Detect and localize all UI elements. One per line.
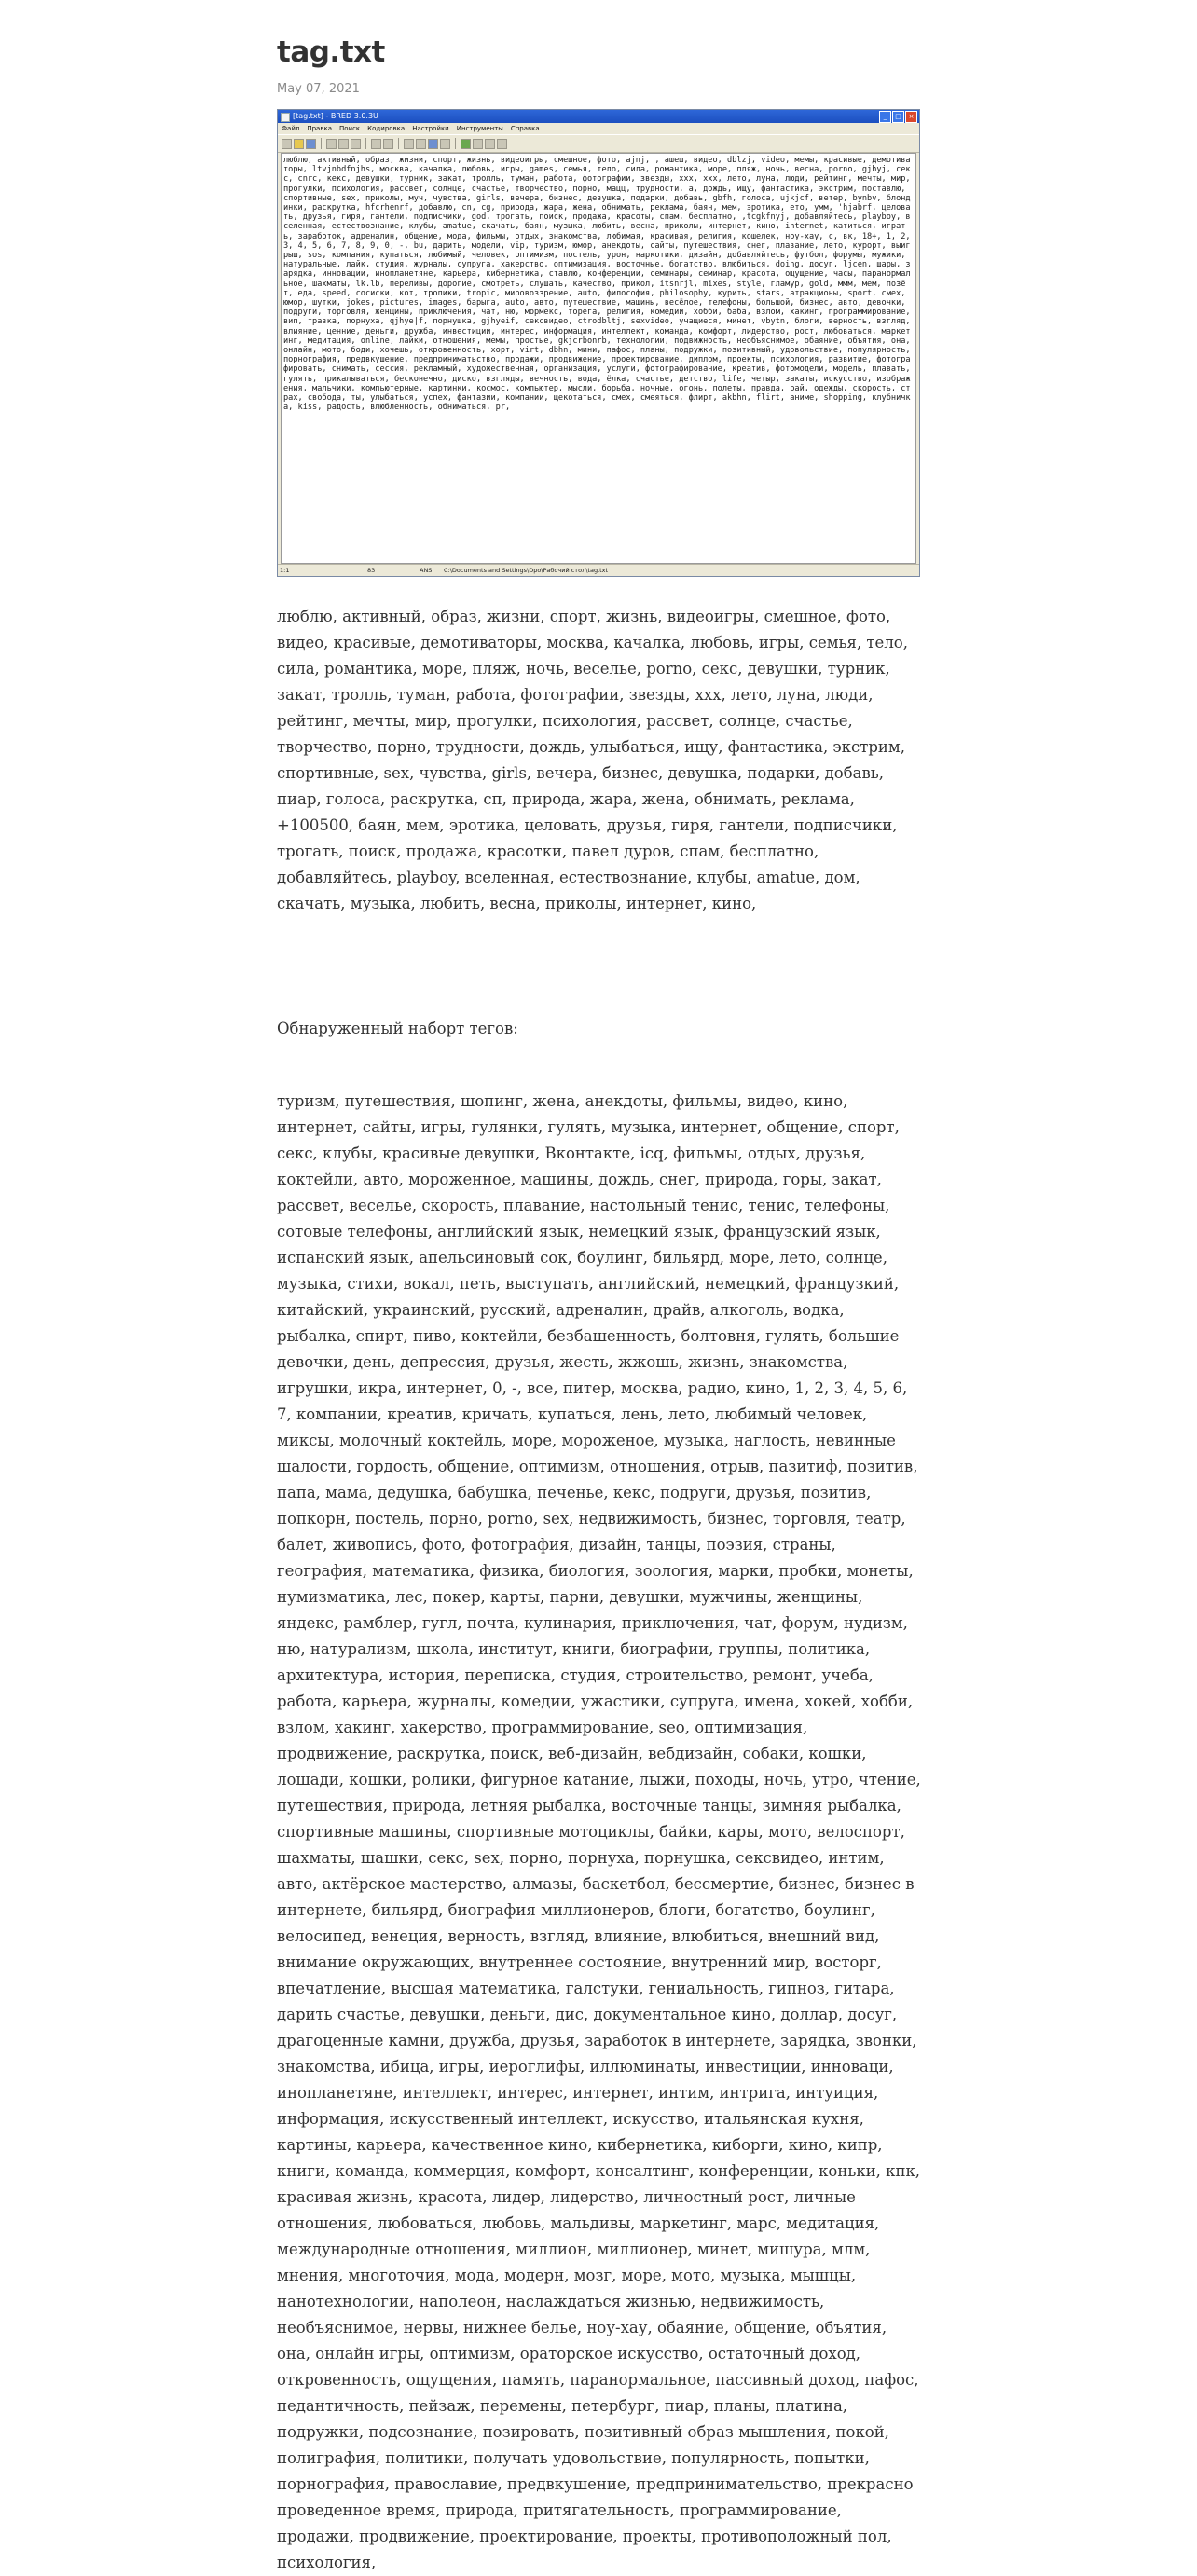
new-file-icon	[282, 139, 292, 149]
screenshot-menu-item: Инструменты	[456, 125, 503, 132]
paste-icon	[351, 139, 361, 149]
screenshot-editor	[281, 153, 916, 564]
save-icon	[306, 139, 316, 149]
replace-icon	[416, 139, 426, 149]
found-tags-heading: Обнаруженный наборт тегов:	[277, 1020, 518, 1037]
font-icon	[473, 139, 483, 149]
status-encoding: ANSI	[420, 567, 434, 574]
open-file-icon	[294, 139, 304, 149]
cut-icon	[326, 139, 337, 149]
screenshot-window-buttons	[879, 111, 917, 123]
print-icon	[440, 139, 450, 149]
redo-icon	[383, 139, 393, 149]
screenshot-menu-item: Поиск	[338, 125, 361, 132]
screenshot-menu-item: Файл	[282, 125, 300, 132]
toolbar-separator	[398, 138, 399, 149]
toolbar-separator	[365, 138, 366, 149]
screenshot-menu-item: Кодировка	[367, 125, 406, 132]
screenshot-menu-item: Настройки	[412, 125, 449, 132]
status-file-path: C:\Documents and Settings\Dpo\Рабочий стол\tag.txt	[444, 567, 609, 574]
maximize-icon: □	[892, 111, 904, 123]
toolbar-separator	[321, 138, 322, 149]
find-icon	[404, 139, 414, 149]
tags-paragraph: люблю, активный, образ, жизни, спорт, жизнь, видеоигры, смешное, фото, видео, красивые, демотиваторы, москва, качалка, любовь, игры, семья, тело, сила, романтика, море, пляж, ночь, веселье, porno, секс, девушки, турник, закат, тролль, туман, работа, фотографии, звезды, xxx, лето, луна, люди, рейтинг, мечты, мир, прогулки, психология, рассвет, солнце, счастье, творчество, порно, трудности, дождь, улыбаться, ищу, фантастика, экстрим, спортивные, sex, чувства, girls, вечера, бизнес, девушка, подарки, добавь, пиар, голоса, раскрутка, сп, природа, жара, жена, обнимать, реклама, +100500, баян, мем, эротика, целовать, друзья, гиря, гантели, подписчики, трогать, поиск, продажа, красотки, павел дуров, спам, бесплатно, добавляйтесь, playboy, вселенная, естествознание, клубы, amatue, дом, скачать, музыка, любить, весна, приколы, интернет, кино,	[277, 608, 908, 912]
screenshot-statusbar	[278, 564, 919, 576]
screenshot-toolbar	[278, 134, 919, 153]
settings-icon	[461, 139, 471, 149]
wrap-icon	[485, 139, 495, 149]
info-icon	[497, 139, 507, 149]
found-tags-paragraph: туризм, путешествия, шопинг, жена, анекдоты, фильмы, видео, кино, интернет, сайты, игры, гулянки, гулять, музыка, интернет, общение, спорт, секс, клубы, красивые девушки, Вконтакте, icq, фильмы, отдых, друзья, коктейли, авто, мороженное, машины, дождь, снег, природа, горы, закат, рассвет, веселье, скорость, плавание, настольный тенис, тенис, телефоны, сотовые телефоны, английский язык, немецкий язык, французский язык, испанский язык, апельсиновый сок, боулинг, бильярд, море, лето, солнце, музыка, стихи, вокал, петь, выступать, английский, немецкий, французкий, китайский, украинский, русский, адреналин, драйв, алкоголь, водка, рыбалка, спирт, пиво, коктейли, безбашенность, болтовня, гулять, большие девочки, день, депрессия, друзья, жесть, жжошь, жизнь, знакомства, игрушки, икра, интернет, 0, -, все, питер, москва, радио, кино, 1, 2, 3, 4, 5, 6, 7, компании, креатив, кричать, купаться, лень, лето, любимый человек, миксы, молочный коктейль, море, мороженое, музыка, наглость, невинные шалости, гордость, общение, оптимизм, отношения, отрыв, пазитиф, позитив, папа, мама, дедушка, бабушка, печенье, кекс, подруги, друзья, позитив, попкорн, постель, порно, porno, sex, недвижимость, бизнес, торговля, театр, балет, живопись, фото, фотография, дизайн, танцы, поэзия, страны, география, математика, физика, биология, зоология, марки, пробки, монеты, нумизматика, лес, покер, карты, парни, девушки, мужчины, женщины, яндекс, рамблер, гугл, почта, кулинария, приключения, чат, форум, нудизм, ню, натурализм, школа, институт, книги, биографии, группы, политика, архитектура, история, переписка, студия, строительство, ремонт, учеба, работа, карьера, журналы, комедии, ужастики, супруга, имена, хокей, хобби, взлом, хакинг, хакерство, программирование, seo, оптимизация, продвижение, раскрутка, поиск, веб-дизайн, вебдизайн, собаки, кошки, лошади, кошки, ролики, фигурное катание, лыжи, походы, ночь, утро, чтение, путешествия, природа, летняя рыбалка, восточные танцы, зимняя рыбалка, спортивные машины, спортивные мотоциклы, байки, кары, мото, велоспорт, шахматы, шашки, секс, sex, порно, порнуха, порнушка, сексвидео, интим, авто, актёрское мастерство, алмазы, баскетбол, бессмертие, бизнес, бизнес в интернете, бильярд, биография миллионеров, блоги, богатство, боулинг, велосипед, венеция, верность, взгляд, влияние, влюбиться, внешний вид, внимание окружающих, внутреннее состояние, внутренний мир, восторг, впечатление, высшая математика, галстуки, гениальность, гипноз, гитара, дарить счастье, девушки, деньги, дис, документальное кино, доллар, досуг, драгоценные камни, дружба, друзья, заработок в интернете, зарядка, звонки, знакомства, ибица, игры, иероглифы, иллюминаты, инвестиции, инноваци, инопланетяне, интеллект, интерес, интернет, интим, интрига, интуиция, информация, искусственный интеллект, искусство, итальянская кухня, картины, карьера, качественное кино, кибернетика, киборги, кино, кипр, книги, команда, коммерция, комфорт, консалтинг, конференции, коньки, кпк, красивая жизнь, красота, лидер, лидерство, личностный рост, личные отношения, любоваться, любовь, мальдивы, маркетинг, марс, медитация, международные отношения, миллион, миллионер, минет, мишура, млм, мнения, многоточия, мода, модерн, мозг, море, мото, музыка, мышцы, нанотехнологии, наполеон, наслаждаться жизнью, недвижимость, необъяснимое, нервы, нижнее белье, ноу-хау, обаяние, общение, объятия, она, онлайн игры, оптимизм, ораторское искусство, остаточный доход, откровенность, ощущения, память, паранормальное, пассивный доход, пафос, педантичность, пейзаж, перемены, петербург, пиар, планы, платина, подружки, подсознание, позировать, позитивный образ мышления, покой, полиграфия, политики, получать удовольствие, популярность, попытки, порнография, православие, предвкушение, предпринимательство, прекрасно проведенное время, природа, притягательность, программирование, продажи, продвижение, проектирование, проекты, противоположный пол, психология,	[277, 1092, 921, 2571]
screenshot-window-title: [tag.txt] - BRED 3.0.3U	[293, 112, 378, 120]
minimize-icon: _	[879, 111, 891, 123]
post-date: May 07, 2021	[277, 82, 360, 96]
toolbar-separator	[455, 138, 456, 149]
undo-icon	[371, 139, 381, 149]
notepad-screenshot	[277, 109, 920, 577]
status-position: 1:1	[280, 567, 290, 574]
screenshot-menu-item: Правка	[307, 125, 332, 132]
close-icon: ×	[905, 111, 917, 123]
status-count: 83	[367, 567, 376, 574]
notepad-icon	[281, 113, 290, 122]
screenshot-titlebar	[278, 110, 919, 123]
copy-icon	[338, 139, 349, 149]
zoom-icon	[428, 139, 438, 149]
screenshot-menu-item: Справка	[510, 125, 540, 132]
screenshot-menubar	[278, 123, 919, 134]
post-title: tag.txt	[277, 35, 385, 69]
screenshot-editor-text: люблю, активный, образ, жизни, спорт, жизнь, видеоигры, смешное, фото, ajnj, , ашеш, видео, dblzj, video, мемы, красивые, демотиваторы, ltvjnbdfnjhs, москва, качалка, любовь, игры, games, семья, тело, сила, романтика, море, пляж, ночь, весна, porno, gjhyj, секс, cnrc, кекс, девушки, турник, закат, тролль, туман, работа, фотографии, звезды, xxx, ххх, лето, луна, люди, рейтинг, мечты, мир, прогулки, психология, рассвет, солнце, счастье, творчество, порно, мацц, трудности, а, дождь, ищу, фантастика, экстрим, поставлю, спортивные, sex, приколы, муч, чувства, girls, вечера, бизнес, девушка, подарки, добавь, gbfh, голоса, ujkjcf, ветер, bynbv, блондинки, раскрутка, hfcrhenrf, добавлю, cn, cg, природа, жара, жена, обнимать, реклама, баян, мем, эротика, ето, умм, 'hjabrf, целовать, друзья, гиря, гантели, подписчики, god, трогать, поиск, продажа, красоты, спам, бесплатно, ,tcgkfnyj, добавляйтесь, playboy, вселенная, естествознание, клубы, amatue, скачать, баян, музыка, любить, весна, приколы, интернет, кино, internet, катиться, играть, заработок, адреналин, общение, мода, фильмы, отдых, знакомства, любимая, красивая, религия, кошелек, ноу-хау, с, вк, 18+, 1, 2, 3, 4, 5, 6, 7, 8, 9, 0, -, bu, дарить, модели, vip, туризм, юмор, анекдоты, сайты, путешествия, снег, плавание, лето, курорт, выигрыш, sos, компания, купаться, любимый, человек, оптимизм, постель, урон, наркотики, дизайн, добавляйтесь, футбол, форумы, мужики, натуральные, лайк, студия, журналы, супруга, хакерство, оптимизация, восточные, богатство, влюбиться, doing, досуг, ljcen, шары, зарядка, инновации, инопланетяне, карьера, кибернетика, ставлю, конференции, семинары, семинар, красота, ощущение, часы, паранормальное, шахматы, lk.lb, переливы, дорогие, смотреть, слушать, качество, прикол, itsnrjl, mixes, style, гламур, gold, ммм, мем, позёт, еда, speed, сосиски, кот, тропики, tropic, мировоззрение, auto, философия, philosophy, курить, stars, атракционы, sport, смех, юмор, шутки, jokes, pictures, images, барыга, auto, авто, путешествие, машины, весёлое, телефоны, большой, бизнес, авто, девочки, подруги, торговля, женщины, приключения, чат, ню, мормекс, торега, религия, комедии, хобби, баба, взлом, хакинг, программирование, вип, травка, порнуха, qjhye|f, порнушка, gjhyeif, сексвидео, ctrodbltj, sexvideo, учащиеся, минет, vbytn, блоги, верность, взгляд, влияние, ценние, деньги, дружба, инвестиции, интерес, информация, интеллект, команда, комфорт, лидерство, рост, любоваться, маркетинг, медитация, online, лайки, отношения, мемы, простые, gkjcrbonrb, технологии, подвижность, необъяснимое, обаяние, объятия, она, онлайн, мото, боди, хочешь, откровенность, хорт, virt, dbhn, мини, пафос, планы, подружки, позитивный, удовольствие, популярность, порнография, предвкушение, предприниматьство, продажи, продвижение, проектирование, диплом, проекты, психология, развитие, фотографировать, снимать, сессия, рекламный, художественная, организация, услуги, фотографирование, креатив, фотомодели, модель, плавать, гулять, прикалываться, бесконечно, диско, взгляды, вечность, вода, ёлка, счастье, детство, life, четыр, закаты, искусство, изображения, мальчики, компьютерные, картинки, космос, компьютер, мысли, борьба, ночные, огонь, полеты, правда, рай, одежды, скорость, страх, свобода, ты, улыбаться, успех, фантазии, компании, щекотаться, смех, смеяться, флирт, akbhn, flirt, аниме, shopping, клубничка, kiss, радость, влюбленность, обниматься, pr,	[283, 156, 915, 413]
